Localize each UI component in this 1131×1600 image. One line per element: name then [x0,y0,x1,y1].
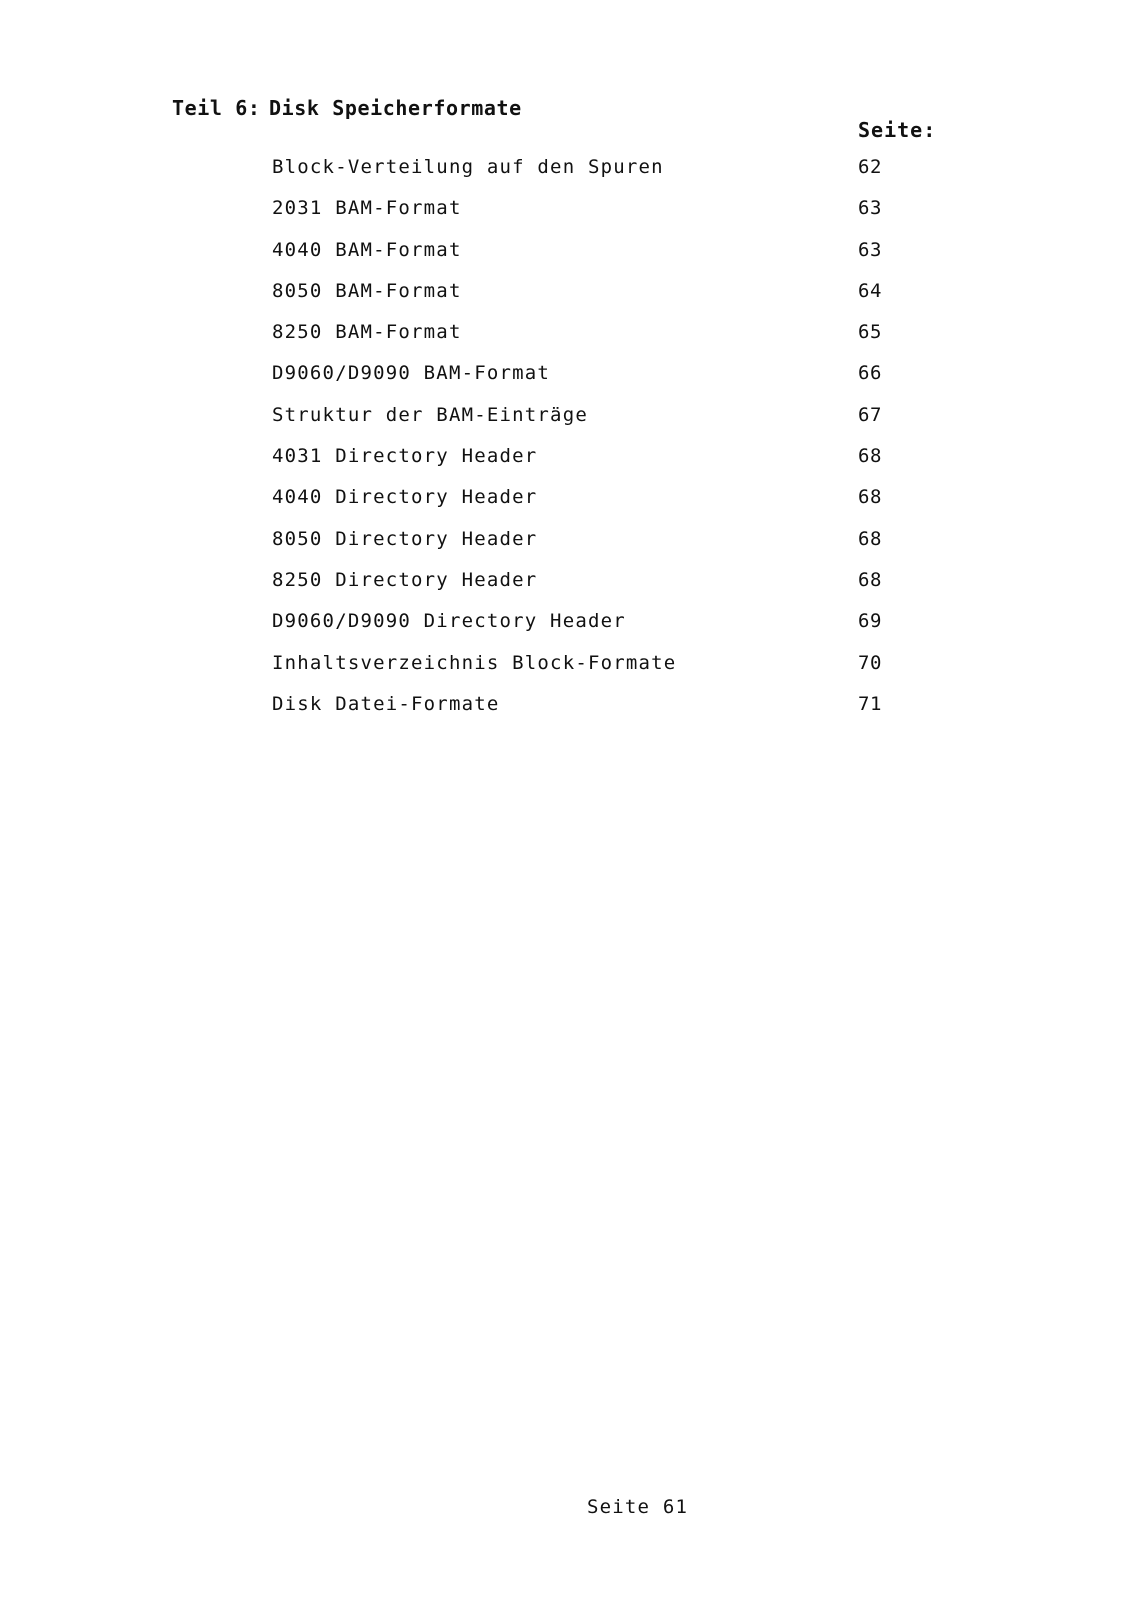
section-title: Disk Speicherformate [269,96,522,120]
toc-entry [272,239,912,280]
toc-entry-title: Struktur der BAM-Einträge [272,403,588,426]
toc-entry [272,652,912,693]
toc-entry-page: 66 [858,362,882,385]
toc-entry [272,610,912,651]
toc-entry [272,280,912,321]
toc-entry-title: Disk Datei-Formate [272,692,500,715]
toc-entry [272,197,912,238]
toc-entry-page: 63 [858,197,882,220]
toc-entry [272,445,912,486]
toc-entry-page: 62 [858,156,882,178]
toc-entry-page: 68 [858,568,882,591]
toc-entry-page: 64 [858,279,882,302]
toc-entry-title: D9060/D9090 Directory Header [272,610,626,633]
toc-entry [272,362,912,403]
toc-entry [272,156,912,197]
toc-entry-page: 67 [858,403,882,426]
toc-entry-title: 2031 BAM-Format [272,197,462,220]
toc-entry-page: 70 [858,651,882,674]
toc-entry-page: 68 [858,486,882,509]
toc-entry-page: 65 [858,321,882,344]
toc-entry [272,569,912,610]
page-column-label: Seite: [858,118,937,142]
toc-entry-page: 69 [858,610,882,633]
part-number: Teil 6: [172,96,261,120]
toc-entry [272,404,912,445]
toc-entry-title: 4031 Directory Header [272,445,538,468]
toc-entry-title: 8250 Directory Header [272,568,538,591]
toc-entry-page: 71 [858,692,882,715]
toc-entry [272,321,912,362]
toc-entry-page: 68 [858,527,882,550]
table-of-contents [272,156,912,734]
toc-entry-title: 4040 BAM-Format [272,238,462,261]
toc-entry-page: 68 [858,445,882,468]
toc-entry-title: Block-Verteilung auf den Spuren [272,156,664,178]
toc-entry-title: 8050 Directory Header [272,527,538,550]
toc-entry [272,528,912,569]
toc-entry-title: Inhaltsverzeichnis Block-Formate [272,651,677,674]
toc-entry [272,693,912,734]
toc-entry-title: D9060/D9090 BAM-Format [272,362,551,385]
toc-entry-page: 63 [858,238,882,261]
page-number-footer: Seite 61 [587,1496,689,1518]
toc-entry-title: 8250 BAM-Format [272,321,462,344]
section-heading [172,96,522,120]
toc-entry [272,486,912,527]
toc-entry-title: 8050 BAM-Format [272,279,462,302]
toc-entry-title: 4040 Directory Header [272,486,538,509]
